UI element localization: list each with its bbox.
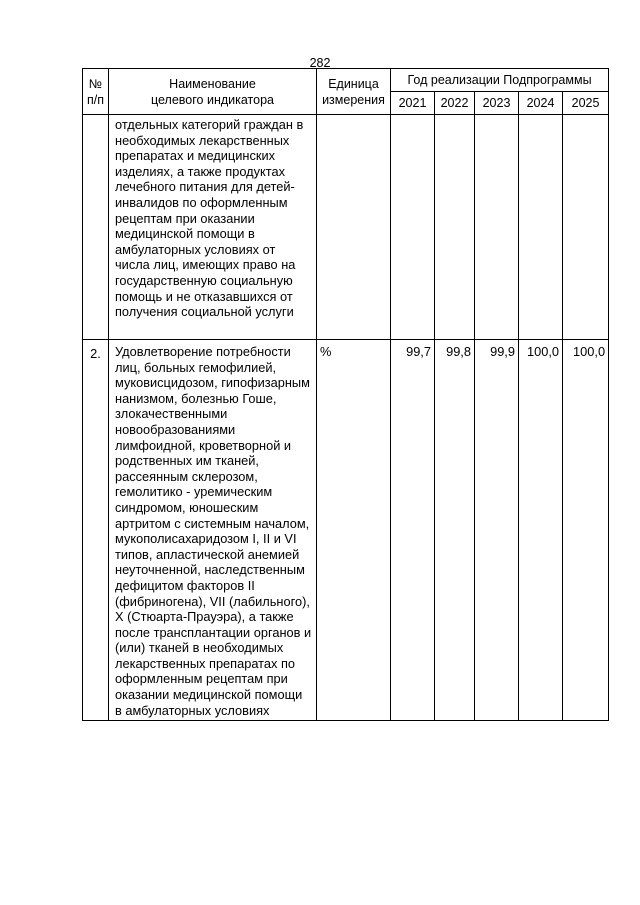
row-value-2025 (563, 115, 609, 340)
row-value-2024: 100,0 (519, 340, 563, 721)
indicators-table (82, 68, 609, 721)
table-row (83, 340, 609, 721)
row-indicator-name: Удовлетворение потребности лиц, больных гемофилией, муковисцидозом, гипофизарным нанизмом, болезнью Гоше, злокачественными новообразованиями лимфоидной, кроветворной и родственных им тканей, рассеянным склерозом, гемолитико - уремическим синдромом, юношеским артритом с системным началом, мукополисахаридозом I, II и VI типов, апластической анемией неуточненной, наследственным дефицитом факторов II (фибриногена), VII (лабильного), X (Стюарта-Прауэра), а также после трансплантации органов и (или) тканей в необходимых лекарственных препаратах по оформленным рецептам при оказании медицинской помощи в амбулаторных условиях (109, 340, 317, 721)
row-unit: % (317, 340, 391, 721)
header-year-2022: 2022 (435, 92, 475, 115)
row-num: 2. (83, 340, 109, 721)
row-value-2024 (519, 115, 563, 340)
row-unit (317, 115, 391, 340)
page-number: 282 (309, 56, 331, 70)
row-num (83, 115, 109, 340)
header-year-2025: 2025 (563, 92, 609, 115)
row-value-2025: 100,0 (563, 340, 609, 721)
row-value-2023 (475, 115, 519, 340)
header-num: № п/п (83, 69, 109, 115)
header-unit: Единица измерения (317, 69, 391, 115)
header-name: Наименование целевого индикатора (109, 69, 317, 115)
header-year-2021: 2021 (391, 92, 435, 115)
row-value-2023: 99,9 (475, 340, 519, 721)
row-indicator-name: отдельных категорий граждан в необходимых лекарственных препаратах и медицинских изделиях, а также продуктах лечебного питания для детей-инвалидов по оформленным рецептам при оказании медицинской помощи в амбулаторных условиях от числа лиц, имеющих право на государственную социальную помощь и не отказавшихся от получения социальной услуги (109, 115, 317, 340)
row-value-2021: 99,7 (391, 340, 435, 721)
table-row (83, 115, 609, 340)
row-value-2022: 99,8 (435, 340, 475, 721)
row-value-2021 (391, 115, 435, 340)
row-value-2022 (435, 115, 475, 340)
header-year-2023: 2023 (475, 92, 519, 115)
header-year-2024: 2024 (519, 92, 563, 115)
header-row (83, 69, 609, 92)
header-years-group: Год реализации Подпрограммы (391, 69, 609, 92)
